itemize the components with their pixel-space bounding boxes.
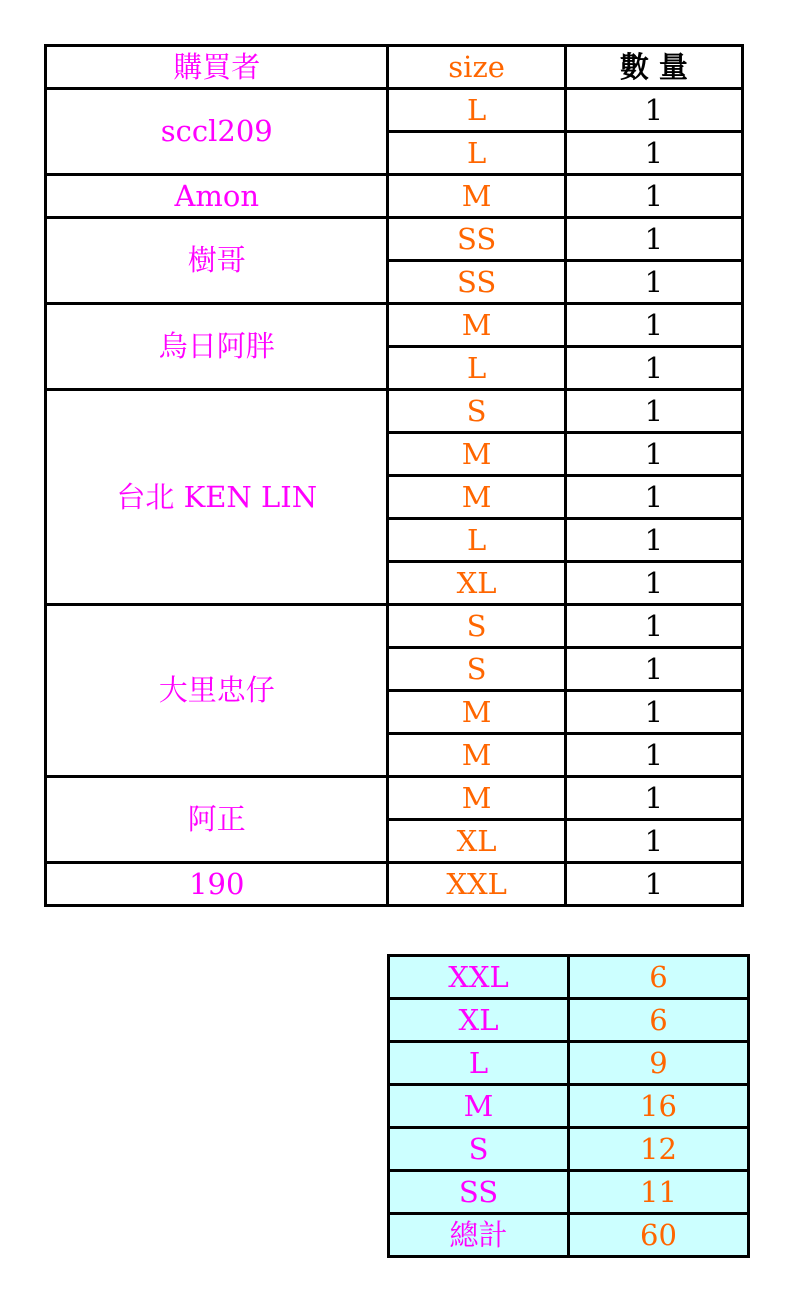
item-size: SS — [388, 261, 565, 304]
item-size: M — [388, 734, 565, 777]
item-size: SS — [388, 218, 565, 261]
item-quantity: 1 — [565, 777, 742, 820]
item-quantity: 1 — [565, 390, 742, 433]
summary-row — [389, 1171, 749, 1214]
item-size: M — [388, 777, 565, 820]
buyer-name: 烏日阿胖 — [46, 304, 388, 390]
summary-row — [389, 1128, 749, 1171]
item-quantity: 1 — [565, 433, 742, 476]
table-row — [46, 175, 743, 218]
summary-count: 9 — [569, 1042, 749, 1085]
summary-row — [389, 956, 749, 999]
summary-size: L — [389, 1042, 569, 1085]
header-quantity: 數 量 — [565, 46, 742, 89]
item-size: L — [388, 132, 565, 175]
item-size: M — [388, 691, 565, 734]
table-row — [46, 218, 743, 261]
summary-count: 6 — [569, 999, 749, 1042]
item-size: S — [388, 390, 565, 433]
summary-row — [389, 999, 749, 1042]
summary-size: M — [389, 1085, 569, 1128]
summary-size: XXL — [389, 956, 569, 999]
item-quantity: 1 — [565, 648, 742, 691]
summary-count: 16 — [569, 1085, 749, 1128]
item-quantity: 1 — [565, 691, 742, 734]
item-size: M — [388, 175, 565, 218]
item-quantity: 1 — [565, 476, 742, 519]
buyer-name: Amon — [46, 175, 388, 218]
item-size: L — [388, 347, 565, 390]
orders-table — [44, 44, 744, 907]
item-quantity: 1 — [565, 734, 742, 777]
summary-size: SS — [389, 1171, 569, 1214]
table-row — [46, 89, 743, 132]
item-size: XL — [388, 562, 565, 605]
item-quantity: 1 — [565, 562, 742, 605]
buyer-name: 阿正 — [46, 777, 388, 863]
summary-row — [389, 1214, 749, 1257]
item-quantity: 1 — [565, 347, 742, 390]
summary-size: XL — [389, 999, 569, 1042]
item-size: M — [388, 433, 565, 476]
summary-count: 60 — [569, 1214, 749, 1257]
buyer-name: 樹哥 — [46, 218, 388, 304]
summary-count: 11 — [569, 1171, 749, 1214]
item-quantity: 1 — [565, 863, 742, 906]
item-size: L — [388, 519, 565, 562]
size-summary-table — [387, 954, 750, 1258]
header-size: size — [388, 46, 565, 89]
table-row — [46, 390, 743, 433]
summary-size: S — [389, 1128, 569, 1171]
item-quantity: 1 — [565, 175, 742, 218]
table-row — [46, 863, 743, 906]
summary-row — [389, 1042, 749, 1085]
item-quantity: 1 — [565, 261, 742, 304]
item-size: M — [388, 476, 565, 519]
item-quantity: 1 — [565, 218, 742, 261]
summary-size: 總計 — [389, 1214, 569, 1257]
table-row — [46, 777, 743, 820]
header-row — [46, 46, 743, 89]
summary-count: 6 — [569, 956, 749, 999]
orders-body — [46, 89, 743, 906]
buyer-name: sccl209 — [46, 89, 388, 175]
item-size: S — [388, 648, 565, 691]
item-size: XL — [388, 820, 565, 863]
item-size: S — [388, 605, 565, 648]
header-buyer: 購買者 — [46, 46, 388, 89]
item-size: M — [388, 304, 565, 347]
item-size: XXL — [388, 863, 565, 906]
buyer-name: 190 — [46, 863, 388, 906]
item-quantity: 1 — [565, 132, 742, 175]
table-row — [46, 304, 743, 347]
item-quantity: 1 — [565, 304, 742, 347]
summary-row — [389, 1085, 749, 1128]
item-quantity: 1 — [565, 820, 742, 863]
item-quantity: 1 — [565, 519, 742, 562]
summary-count: 12 — [569, 1128, 749, 1171]
table-row — [46, 605, 743, 648]
summary-body — [389, 956, 749, 1257]
item-size: L — [388, 89, 565, 132]
buyer-name: 台北 KEN LIN — [46, 390, 388, 605]
item-quantity: 1 — [565, 605, 742, 648]
item-quantity: 1 — [565, 89, 742, 132]
buyer-name: 大里忠仔 — [46, 605, 388, 777]
